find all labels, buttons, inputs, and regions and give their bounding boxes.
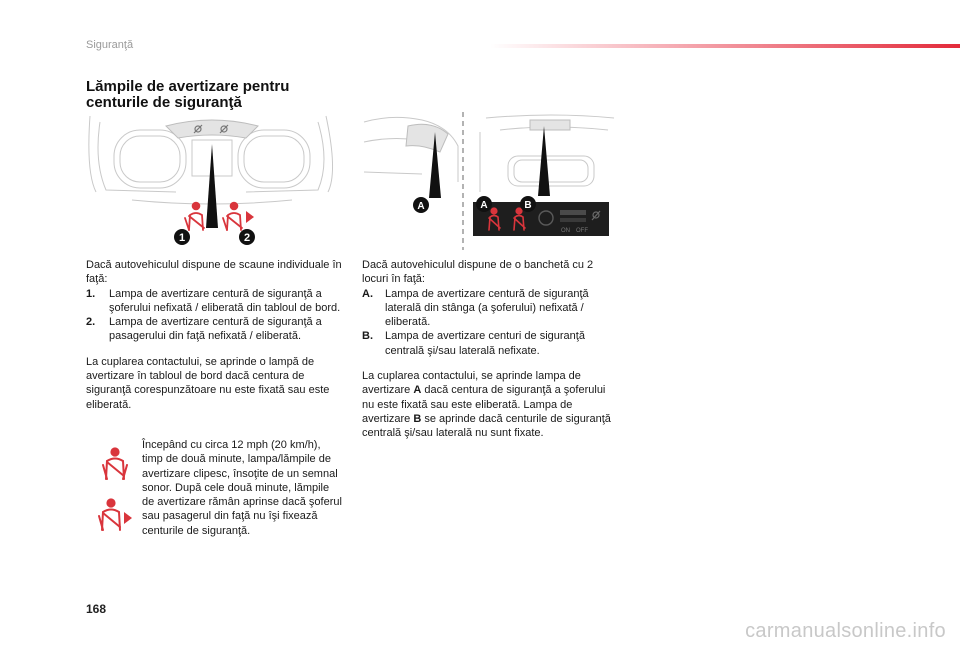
right-intro: Dacă autovehiculul dispune de o banchetă cu 2 locuri în faţă: bbox=[362, 259, 594, 286]
title-line-2: centurile de siguranţă bbox=[86, 94, 242, 111]
list-item-text: Lampa de avertizare centuri de siguranţă centrală şi/sau laterală nefixate. bbox=[385, 330, 585, 357]
header-accent-bar bbox=[490, 44, 960, 48]
left-intro: Dacă autovehiculul dispune de scaune individuale în faţă: bbox=[86, 259, 342, 286]
figure-overhead-console bbox=[362, 112, 618, 250]
paragraph-part-2: dacă centura de siguranţă a şoferului nu este fixată sau este eliberată. Lampa de avertizare bbox=[362, 384, 606, 425]
list-item-label: 1. bbox=[86, 287, 96, 300]
paragraph-part-1: La cuplarea contactului, se aprinde lampa de avertizare bbox=[362, 370, 581, 397]
panel-off-label: OFF bbox=[576, 228, 588, 234]
watermark: carmanualsonline.info bbox=[745, 620, 946, 642]
section-label: Siguranţă bbox=[86, 39, 134, 51]
list-item bbox=[86, 287, 342, 316]
page-number: 168 bbox=[86, 602, 107, 616]
right-list bbox=[362, 287, 614, 358]
list-item bbox=[362, 329, 614, 358]
page-title bbox=[86, 79, 366, 111]
left-column bbox=[86, 258, 342, 412]
right-column bbox=[362, 258, 614, 441]
lamp-a-ref: A bbox=[413, 384, 422, 397]
callout-b-left: A bbox=[480, 200, 488, 211]
right-paragraph bbox=[362, 369, 614, 440]
note-text-block bbox=[142, 438, 342, 538]
list-item bbox=[362, 287, 614, 330]
left-paragraph: La cuplarea contactului, se aprinde o lampă de avertizare în tabloul de bord dacă centura de siguranţă corespunzătoare nu este fixată sau este eliberată. bbox=[86, 355, 330, 411]
list-item bbox=[86, 315, 342, 344]
paragraph-part-3: se aprinde dacă centurile de siguranţă centrală şi/sau laterală nu sunt fixate. bbox=[362, 412, 611, 440]
list-item-label: 2. bbox=[86, 316, 96, 329]
list-item-text: Lampa de avertizare centură de siguranţă laterală din stânga (a şoferului) nefixată / eliberată. bbox=[385, 287, 589, 329]
callout-b: B bbox=[524, 200, 532, 211]
figure-instrument-cluster bbox=[86, 112, 338, 247]
callout-a: A bbox=[417, 201, 425, 212]
driver-seatbelt-icon bbox=[100, 447, 130, 486]
list-item-label: A. bbox=[362, 287, 373, 300]
note-text: Începând cu circa 12 mph (20 km/h), timp de două minute, lampa/lămpile de avertizare clipesc, însoţite de un semnal sonor. După cele două minute, lămpile de avertizare rămân aprinse dacă şoferul sau pasagerul din faţă nu îşi fixează centurile de siguranţă. bbox=[142, 439, 342, 537]
passenger-seatbelt-icon bbox=[96, 498, 134, 537]
list-item-text: Lampa de avertizare centură de siguranţă a pasagerului din faţă nefixată / eliberată. bbox=[109, 316, 322, 343]
panel-on-label: ON bbox=[561, 228, 570, 234]
list-item-text: Lampa de avertizare centură de siguranţă a şoferului nefixată / eliberată din tabloul de bord. bbox=[109, 287, 341, 314]
title-line-1: Lămpile de avertizare pentru bbox=[86, 78, 290, 95]
callout-1: 1 bbox=[178, 232, 186, 244]
lamp-b-ref: B bbox=[413, 412, 422, 425]
left-list bbox=[86, 287, 342, 344]
list-item-label: B. bbox=[362, 330, 373, 343]
callout-2: 2 bbox=[243, 232, 251, 244]
